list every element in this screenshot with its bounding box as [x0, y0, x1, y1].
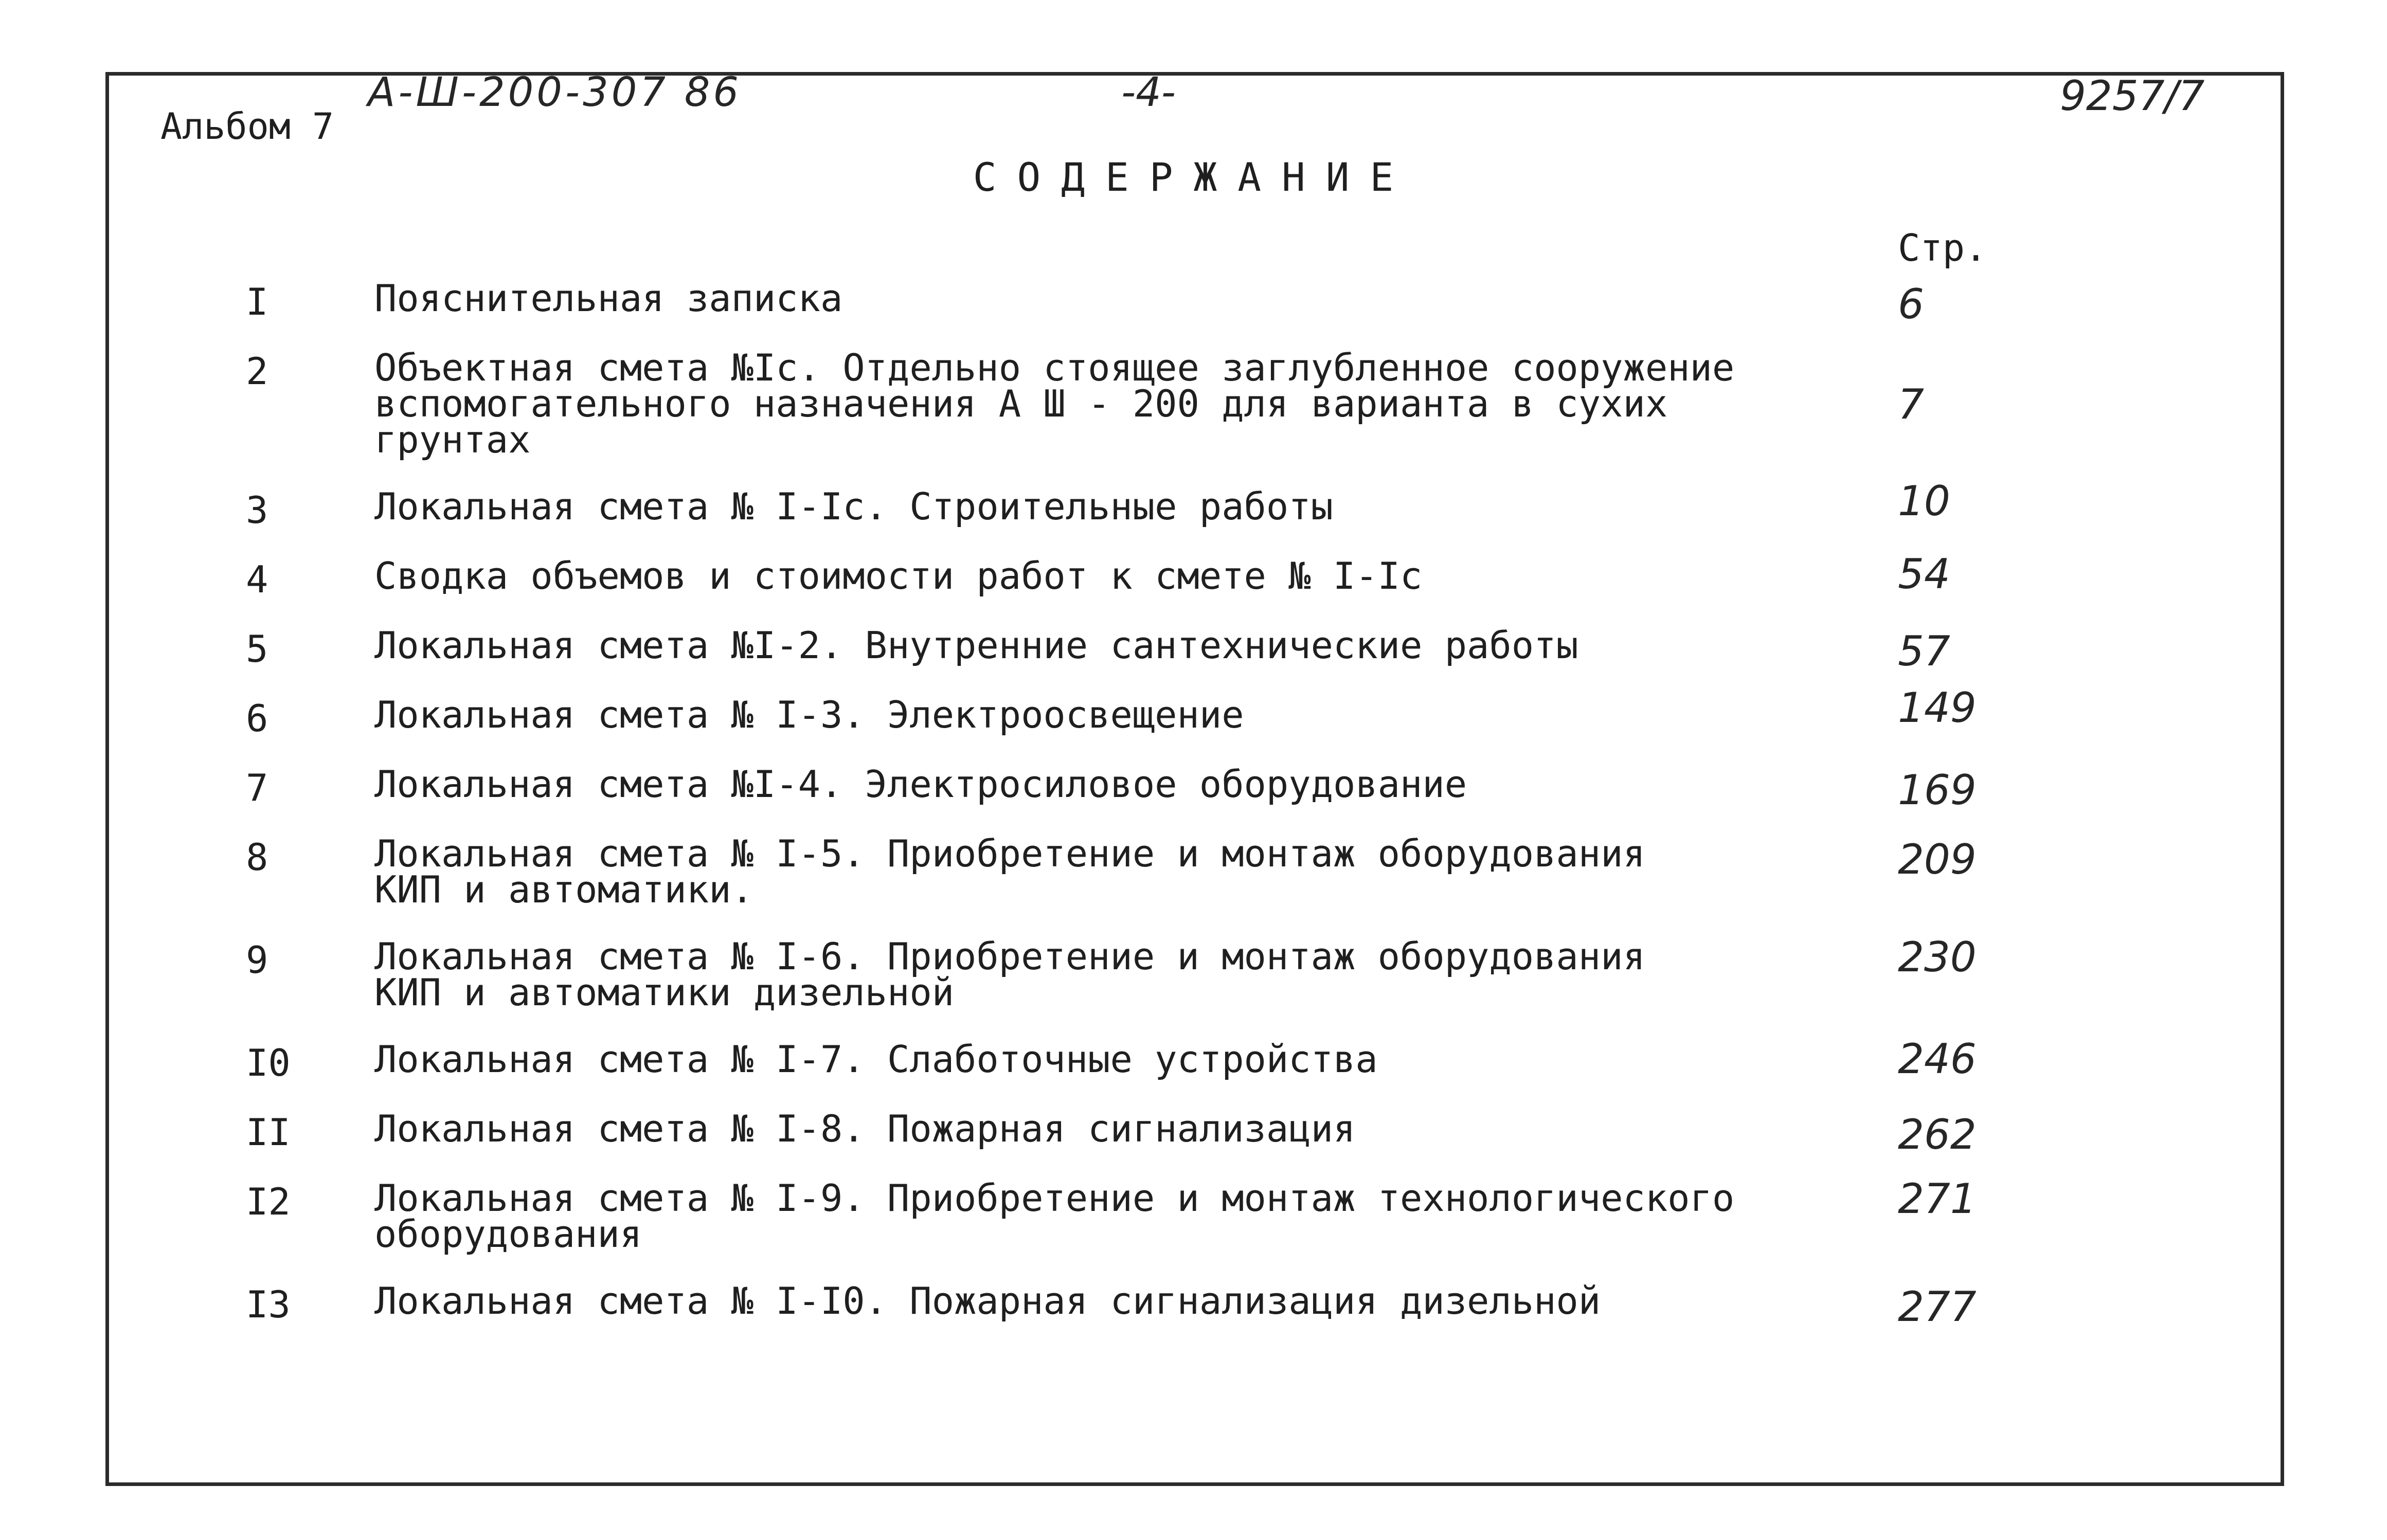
entry-line: Сводка объемов и стоимости работ к смете № I-Iс: [374, 554, 1423, 597]
entry-line: грунтах: [374, 418, 531, 461]
entry-number: 7: [246, 766, 268, 809]
entry-title: [374, 624, 1578, 667]
entry-page: 10: [1898, 477, 1950, 525]
entry-title: [374, 277, 843, 320]
entry-title: [374, 485, 1333, 528]
entry-line: Локальная смета № I-6. Приобретение и монтаж оборудования: [374, 935, 1645, 978]
entry-number: 9: [246, 938, 268, 982]
entry-number: 5: [246, 627, 268, 671]
entry-title: [374, 1176, 1735, 1256]
entry-page: 230: [1898, 933, 1977, 981]
entry-number: I3: [246, 1283, 291, 1326]
entry-line: КИП и автоматики дизельной: [374, 971, 955, 1014]
entry-page: 54: [1898, 550, 1950, 598]
entry-line: Локальная смета № I-I0. Пожарная сигнализация дизельной: [374, 1279, 1601, 1322]
entry-title: [374, 554, 1423, 597]
entry-page: 169: [1898, 766, 1977, 814]
entry-title: [374, 935, 1645, 1014]
entry-number: 8: [246, 836, 268, 879]
entry-number: 6: [246, 697, 268, 740]
entry-line: Локальная смета № I-8. Пожарная сигнализация: [374, 1107, 1356, 1150]
entry-line: вспомогательного назначения А Ш - 200 для варианта в сухих: [374, 382, 1668, 425]
entry-page: 246: [1898, 1035, 1977, 1083]
entry-line: Объектная смета №Iс. Отдельно стоящее заглубленное сооружение: [374, 346, 1735, 389]
album-label: Альбом 7: [160, 105, 334, 148]
entry-title: [374, 763, 1467, 806]
entry-page: 277: [1898, 1283, 1977, 1331]
entry-title: [374, 832, 1645, 911]
entry-number: II: [246, 1111, 291, 1154]
entry-title: [374, 693, 1244, 736]
page-number: -4-: [1121, 69, 1176, 116]
entry-page: 6: [1898, 280, 1924, 328]
entry-page: 271: [1898, 1175, 1977, 1223]
entry-line: Локальная смета № I-7. Слаботочные устройства: [374, 1038, 1378, 1081]
entry-line: Локальная смета № I-Iс. Строительные работы: [374, 485, 1333, 528]
entry-title: [374, 1279, 1601, 1322]
entry-page: 209: [1898, 836, 1977, 883]
entry-page: 7: [1898, 381, 1924, 428]
entry-line: Пояснительная записка: [374, 277, 843, 320]
entry-title: [374, 346, 1735, 461]
entry-line: Локальная смета №I-4. Электросиловое оборудование: [374, 763, 1467, 806]
page-title: СОДЕРЖАНИЕ: [973, 154, 1414, 200]
entry-number: 2: [246, 350, 268, 393]
entry-line: Локальная смета № I-5. Приобретение и монтаж оборудования: [374, 832, 1645, 875]
document-code: А-Ш-200-307 86: [368, 69, 742, 116]
entry-page: 262: [1898, 1111, 1977, 1158]
document-number: 9257/7: [2060, 72, 2205, 120]
entry-number: 3: [246, 488, 268, 532]
entry-page: 149: [1898, 684, 1977, 732]
entry-line: Локальная смета № I-9. Приобретение и монтаж технологического: [374, 1176, 1735, 1220]
page-column-header: Стр.: [1898, 226, 1987, 269]
entry-number: I0: [246, 1041, 291, 1084]
entry-page: 57: [1898, 627, 1950, 675]
entry-number: I2: [246, 1180, 291, 1223]
entry-number: 4: [246, 558, 268, 601]
entry-line: оборудования: [374, 1212, 642, 1256]
entry-line: КИП и автоматики.: [374, 868, 753, 911]
entry-number: I: [246, 280, 268, 323]
entry-line: Локальная смета № I-3. Электроосвещение: [374, 693, 1244, 736]
entry-title: [374, 1107, 1356, 1150]
entry-line: Локальная смета №I-2. Внутренние сантехнические работы: [374, 624, 1578, 667]
entry-title: [374, 1038, 1378, 1081]
